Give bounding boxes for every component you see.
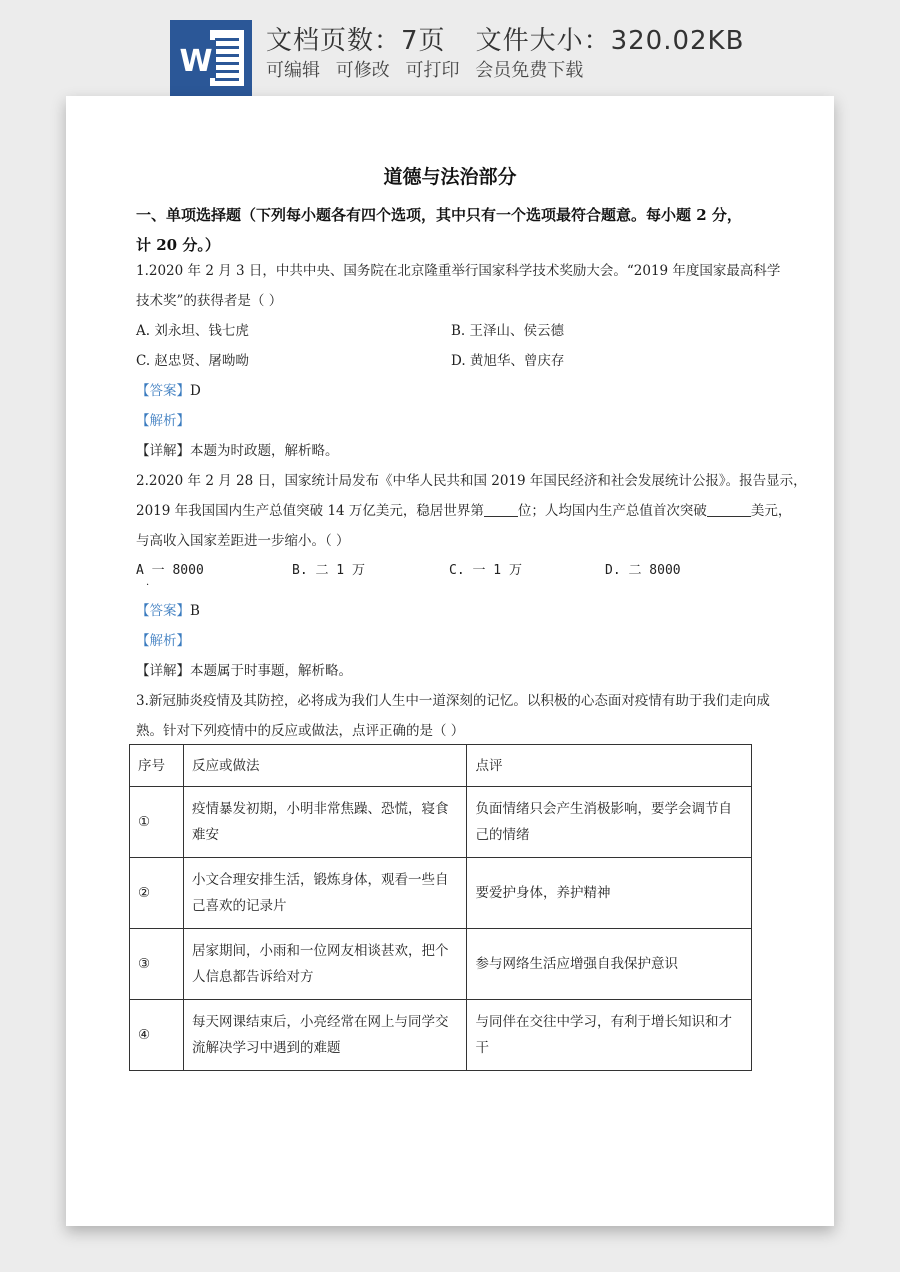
q2-stem-line2 <box>136 496 792 526</box>
q2-answer-value: B <box>190 603 200 619</box>
q2-detail: 【详解】本题属于时事题，解析略。 <box>136 663 352 679</box>
table-row <box>130 1000 752 1071</box>
q1-option-b: B. 王泽山、侯云德 <box>451 323 565 339</box>
q1-detail: 【详解】本题为时政题，解析略。 <box>136 443 339 459</box>
q2-option-c: C. 一 1 万 <box>449 563 522 578</box>
q2-option-a: A 一 8000 <box>136 563 204 578</box>
feature-printable: 可打印 <box>405 60 460 81</box>
table-cell-action: 每天网课结束后，小亮经常在网上与同学交流解决学习中遇到的难题 <box>183 1000 467 1071</box>
section-heading-line1: 一、单项选择题（下列每小题各有四个选项，其中只有一个选项最符合题意。每小题 2 分， <box>136 206 742 224</box>
table-header-cell: 反应或做法 <box>183 745 467 787</box>
q2-analysis-tag: 【解析】 <box>136 633 190 649</box>
q2-stem-line3: 与高收入国家差距进一步缩小。（ ） <box>136 533 350 549</box>
feature-modifiable: 可修改 <box>335 60 390 81</box>
q3-table <box>129 744 752 1071</box>
stray-dot: · <box>146 580 150 591</box>
table-cell-action: 疫情暴发初期，小明非常焦躁、恐慌，寝食难安 <box>183 787 467 858</box>
q1-option-d: D. 黄旭华、曾庆存 <box>451 353 565 369</box>
q2-option-b: B. 二 1 万 <box>292 563 365 578</box>
table-header-cell: 序号 <box>130 745 184 787</box>
q3-stem-line1: 3.新冠肺炎疫情及其防控，必将成为我们人生中一道深刻的记忆。以积极的心态面对疫情有助于我们走向成 <box>136 693 770 709</box>
table-cell-comment: 与同伴在交往中学习，有利于增长知识和才干 <box>467 1000 752 1071</box>
table-cell-action: 居家期间，小雨和一位网友相谈甚欢，把个人信息都告诉给对方 <box>183 929 467 1000</box>
answer-tag: 【答案】 <box>136 603 190 619</box>
feature-list <box>266 56 593 82</box>
table-cell-comment: 参与网络生活应增强自我保护意识 <box>467 929 752 1000</box>
table-cell-number: ② <box>130 858 184 929</box>
table-cell-comment: 要爱护身体，养护精神 <box>467 858 752 929</box>
download-banner <box>0 0 900 96</box>
q2-answer <box>136 596 768 626</box>
fill-blank <box>484 499 518 517</box>
feature-member-download[interactable]: 会员免费下载 <box>475 60 584 81</box>
file-size-value: 320.02KB <box>610 26 745 56</box>
q1-stem-line2: 技术奖”的获得者是（ ） <box>136 293 283 309</box>
q2-stem-line2-part2: 位；人均国内生产总值首次突破 <box>517 503 707 519</box>
page-count-label: 文档页数： <box>266 26 402 56</box>
word-document-icon <box>170 20 252 96</box>
answer-tag: 【答案】 <box>136 383 190 399</box>
q2-stem-line1: 2.2020 年 2 月 28 日，国家统计局发布《中华人民共和国 2019 年国民经济和社会发展统计公报》。报告显示， <box>136 473 807 489</box>
table-row <box>130 787 752 858</box>
q1-answer-value: D <box>190 383 201 399</box>
word-logo-letter: W <box>179 44 213 79</box>
q2-option-d: D. 二 8000 <box>605 563 681 578</box>
table-cell-number: ④ <box>130 1000 184 1071</box>
q2-stem-line2-part1: 2019 年我国国内生产总值突破 14 万亿美元，稳居世界第 <box>136 503 484 519</box>
file-info-line <box>266 20 744 57</box>
fill-blank <box>707 499 751 517</box>
document-page <box>66 96 834 1226</box>
file-size-label: 文件大小： <box>475 26 611 56</box>
page-title: 道德与法治部分 <box>383 166 517 188</box>
table-cell-action: 小文合理安排生活，锻炼身体，观看一些自己喜欢的记录片 <box>183 858 467 929</box>
table-cell-number: ① <box>130 787 184 858</box>
q3-stem-line2: 熟。针对下列疫情中的反应或做法，点评正确的是（ ） <box>136 723 465 739</box>
q2-stem-line2-part3: 美元， <box>750 503 792 519</box>
table-cell-comment: 负面情绪只会产生消极影响，要学会调节自己的情绪 <box>467 787 752 858</box>
section-heading-line2: 计 20 分。） <box>136 236 220 254</box>
table-row <box>130 858 752 929</box>
table-cell-number: ③ <box>130 929 184 1000</box>
q1-analysis-tag: 【解析】 <box>136 413 190 429</box>
table-row <box>130 929 752 1000</box>
page-count-value: 7页 <box>401 26 446 56</box>
feature-editable: 可编辑 <box>266 60 320 81</box>
table-header-cell: 点评 <box>467 745 752 787</box>
q1-option-c: C. 赵忠贤、屠呦呦 <box>136 353 249 369</box>
q1-stem-line1: 1.2020 年 2 月 3 日，中共中央、国务院在北京隆重举行国家科学技术奖励大会。“2019 年度国家最高科学 <box>136 263 781 279</box>
section-heading <box>136 200 766 260</box>
q1-option-a: A. 刘永坦、钱七虎 <box>136 323 249 339</box>
table-header-row <box>130 745 752 787</box>
q1-answer <box>136 376 768 406</box>
